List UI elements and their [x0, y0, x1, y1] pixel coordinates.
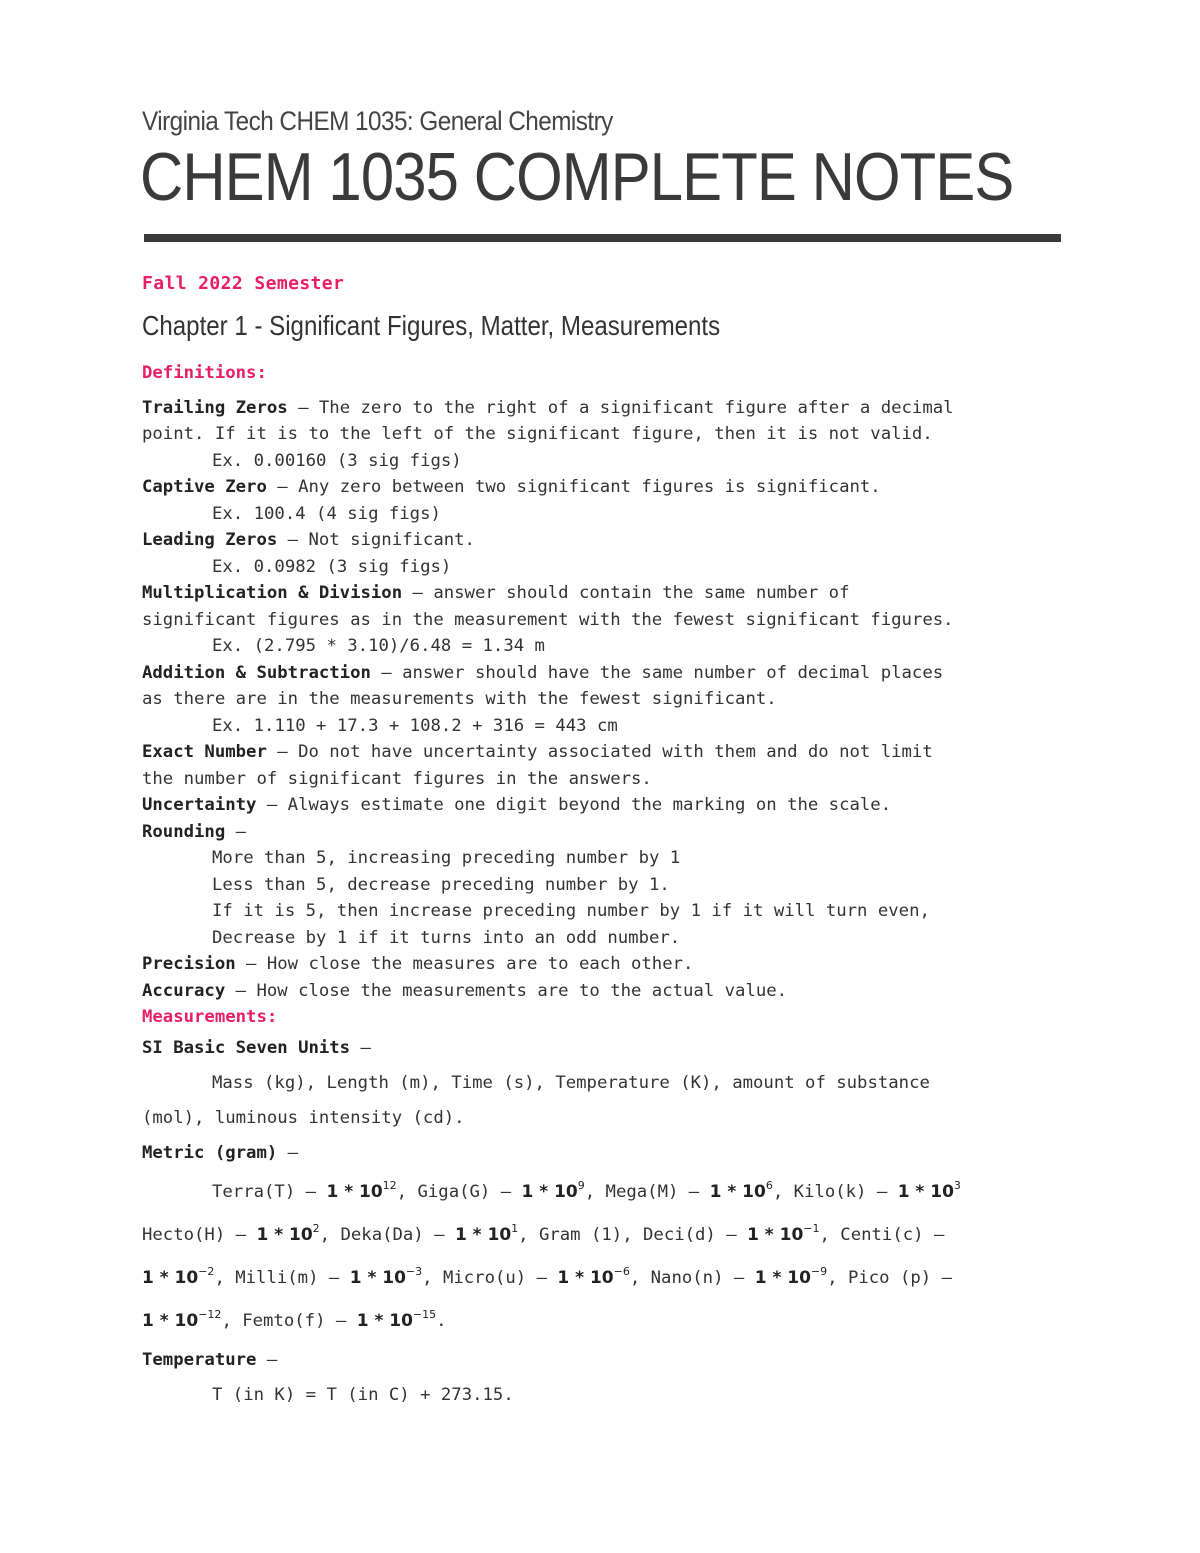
term-label: Temperature [142, 1349, 257, 1370]
base-value: 1 * 10 [142, 1267, 199, 1288]
term-label: Captive Zero [142, 477, 267, 497]
term-label: Multiplication & Division [142, 583, 403, 603]
example-line: Ex. 0.00160 (3 sig figs) [212, 450, 462, 471]
prefix-centi: , Centi(c) – [819, 1224, 945, 1245]
def-leading [142, 527, 1062, 554]
base-value: 1 * 10 [256, 1224, 313, 1245]
metric-prefixes-line-3 [142, 1257, 1062, 1300]
power-of-ten [142, 1264, 215, 1288]
prefix-femto: , Femto(f) – [221, 1310, 357, 1331]
exponent: 3 [953, 1178, 961, 1192]
def-text: – Do not have uncertainty associated with them and do not limit [266, 742, 933, 762]
si-units-label [142, 1031, 1062, 1066]
base-value: 1 * 10 [326, 1181, 383, 1202]
example-line: Ex. (2.795 * 3.10)/6.48 = 1.34 m [212, 636, 545, 656]
power-of-ten [521, 1178, 585, 1202]
def-text-line: point. If it is to the left of the significant figure, then it is not valid. [142, 424, 933, 444]
term-label: Trailing Zeros [142, 397, 288, 418]
exponent: 12 [382, 1178, 397, 1192]
def-exact-number [142, 739, 1062, 766]
term-label: Uncertainty [142, 795, 257, 815]
exponent: 2 [312, 1221, 320, 1235]
measurements-heading: Measurements: [142, 1007, 278, 1027]
prefix-gram-deci: , Gram (1), Deci(d) – [518, 1224, 748, 1245]
title-divider [144, 234, 1061, 242]
def-text: – [225, 821, 247, 842]
prefix-giga: , Giga(G) – [396, 1181, 522, 1202]
term-label: Rounding [142, 821, 226, 842]
base-value: 1 * 10 [754, 1267, 811, 1288]
def-text: – answer should contain the same number of [402, 583, 850, 603]
si-units-list-cont: (mol), luminous intensity (cd). [142, 1107, 465, 1128]
metric-prefixes-line-4 [142, 1300, 1062, 1343]
base-value: 1 * 10 [142, 1310, 199, 1331]
def-captive [142, 474, 1062, 501]
power-of-ten [326, 1178, 397, 1202]
base-value: 1 * 10 [356, 1310, 413, 1331]
def-text: – Always estimate one digit beyond the marking on the scale. [256, 795, 892, 815]
def-addition [142, 660, 1062, 687]
def-text-line: the number of significant figures in the answers. [142, 768, 652, 789]
temperature-formula: T (in K) = T (in C) + 273.15. [212, 1384, 514, 1405]
temperature-label [142, 1343, 1062, 1378]
term-label: Exact Number [142, 742, 267, 762]
prefix-nano: , Nano(n) – [629, 1267, 755, 1288]
def-text: – Not significant. [277, 530, 475, 550]
term-label: Precision [142, 954, 236, 974]
def-text-line: as there are in the measurements with the fewest significant. [142, 689, 777, 709]
exponent: 6 [765, 1178, 773, 1192]
power-of-ten [454, 1221, 519, 1245]
notes-body [142, 360, 1062, 1413]
def-precision [142, 951, 1062, 978]
power-of-ten [557, 1264, 630, 1288]
prefix-milli: , Milli(m) – [214, 1267, 350, 1288]
page-title: CHEM 1035 COMPLETE NOTES [140, 139, 1014, 215]
exponent: 1 [511, 1221, 519, 1235]
rounding-rule: Decrease by 1 if it turns into an odd number. [212, 927, 681, 948]
base-value: 1 * 10 [747, 1224, 804, 1245]
def-accuracy [142, 978, 1062, 1005]
rounding-rule: If it is 5, then increase preceding number by 1 if it will turn even, [212, 901, 930, 921]
metric-prefixes-line-1 [142, 1171, 1062, 1214]
power-of-ten [142, 1307, 222, 1331]
si-units-list: Mass (kg), Length (m), Time (s), Temperature (K), amount of substance [212, 1072, 930, 1093]
def-text: – [350, 1037, 371, 1058]
def-text: – answer should have the same number of decimal places [370, 662, 944, 683]
power-of-ten [709, 1178, 773, 1202]
def-text: – The zero to the right of a significant figure after a decimal [287, 397, 954, 418]
def-text: – How close the measures are to each other. [235, 954, 694, 974]
def-text: – [277, 1142, 299, 1163]
power-of-ten [356, 1307, 437, 1331]
example-line: Ex. 0.0982 (3 sig figs) [212, 556, 452, 577]
term-label: SI Basic Seven Units [142, 1037, 351, 1058]
metric-prefixes-line-2 [142, 1214, 1062, 1257]
rounding-rule: More than 5, increasing preceding number by 1 [212, 848, 681, 868]
definitions-heading: Definitions: [142, 363, 267, 383]
def-multiplication [142, 580, 1062, 607]
exponent: −12 [198, 1307, 222, 1321]
power-of-ten [897, 1178, 961, 1202]
power-of-ten [754, 1264, 828, 1288]
prefix-terra: Terra(T) – [212, 1181, 327, 1202]
base-value: 1 * 10 [709, 1181, 766, 1202]
term-label: Addition & Subtraction [142, 662, 371, 683]
def-text-line: significant figures as in the measurement with the fewest significant figures. [142, 609, 954, 630]
term-label: Accuracy [142, 980, 226, 1001]
prefix-kilo: , Kilo(k) – [772, 1181, 898, 1202]
power-of-ten [747, 1221, 820, 1245]
term-label: Leading Zeros [142, 530, 278, 550]
chapter-heading: Chapter 1 - Significant Figures, Matter, Measurements [142, 310, 721, 341]
exponent: −6 [613, 1264, 630, 1278]
def-text: – [256, 1349, 278, 1370]
def-text: – Any zero between two significant figures is significant. [266, 477, 881, 497]
term-label: Metric (gram) [142, 1142, 278, 1163]
prefix-hecto: Hecto(H) – [142, 1224, 257, 1245]
exponent: −9 [810, 1264, 828, 1278]
rounding-rule: Less than 5, decrease preceding number by 1. [212, 874, 670, 895]
base-value: 1 * 10 [521, 1181, 578, 1202]
exponent: 9 [577, 1178, 585, 1192]
base-value: 1 * 10 [454, 1224, 512, 1245]
base-value: 1 * 10 [349, 1267, 406, 1288]
def-text: – How close the measurements are to the actual value. [225, 980, 788, 1001]
base-value: 1 * 10 [557, 1267, 614, 1288]
def-rounding [142, 819, 1062, 846]
exponent: −1 [803, 1221, 820, 1235]
def-uncertainty [142, 792, 1062, 819]
sentence-end: . [436, 1310, 447, 1331]
example-line: Ex. 100.4 (4 sig figs) [212, 503, 441, 524]
course-subtitle: Virginia Tech CHEM 1035: General Chemistry [142, 106, 613, 136]
exponent: −3 [405, 1264, 423, 1278]
base-value: 1 * 10 [897, 1181, 954, 1202]
def-trailing [142, 395, 1062, 422]
prefix-pico: , Pico (p) – [827, 1267, 952, 1288]
semester-label: Fall 2022 Semester [142, 273, 345, 294]
exponent: −15 [412, 1307, 437, 1321]
power-of-ten [256, 1221, 320, 1245]
prefix-deka: , Deka(Da) – [319, 1224, 455, 1245]
example-line: Ex. 1.110 + 17.3 + 108.2 + 316 = 443 cm [212, 715, 618, 736]
prefix-mega: , Mega(M) – [584, 1181, 710, 1202]
metric-label [142, 1136, 1062, 1171]
power-of-ten [349, 1264, 423, 1288]
prefix-micro: , Micro(u) – [422, 1267, 558, 1288]
exponent: −2 [198, 1264, 215, 1278]
